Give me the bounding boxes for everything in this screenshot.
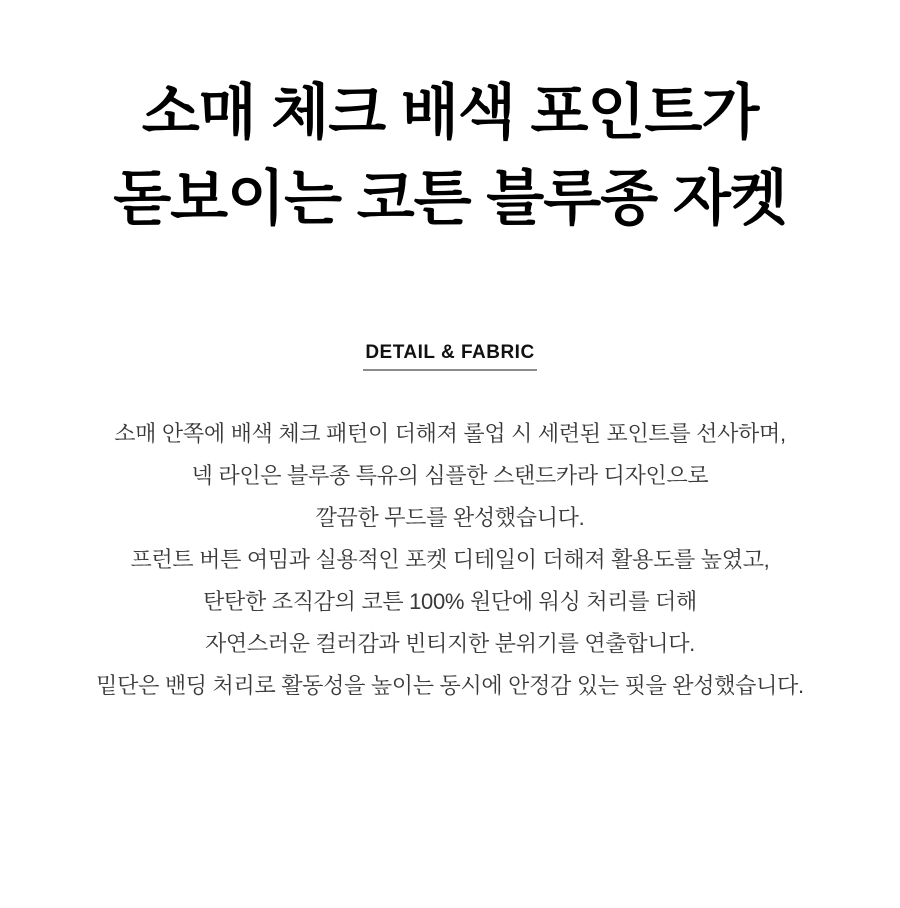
- description-line: 탄탄한 조직감의 코튼 100% 원단에 워싱 처리를 더해: [203, 589, 697, 614]
- section-heading-detail-fabric: DETAIL & FABRIC: [363, 342, 536, 371]
- description-line: 깔끔한 무드를 완성했습니다.: [315, 505, 585, 530]
- page-title-line-2: 돋보이는 코튼 블루종 자켓: [113, 165, 787, 232]
- description-line: 밑단은 밴딩 처리로 활동성을 높이는 동시에 안정감 있는 핏을 완성했습니다.: [96, 673, 804, 698]
- section-heading-wrap: [0, 342, 900, 371]
- page-title: [0, 0, 900, 242]
- product-description: [0, 413, 900, 707]
- description-line: 넥 라인은 블루종 특유의 심플한 스탠드카라 디자인으로: [191, 463, 709, 488]
- description-line: 프런트 버튼 여밈과 실용적인 포켓 디테일이 더해져 활용도를 높였고,: [130, 547, 770, 572]
- page-title-line-1: 소매 체크 배색 포인트가: [141, 79, 759, 146]
- description-line: 자연스러운 컬러감과 빈티지한 분위기를 연출합니다.: [204, 631, 695, 656]
- description-line: 소매 안쪽에 배색 체크 패턴이 더해져 롤업 시 세련된 포인트를 선사하며,: [114, 421, 786, 446]
